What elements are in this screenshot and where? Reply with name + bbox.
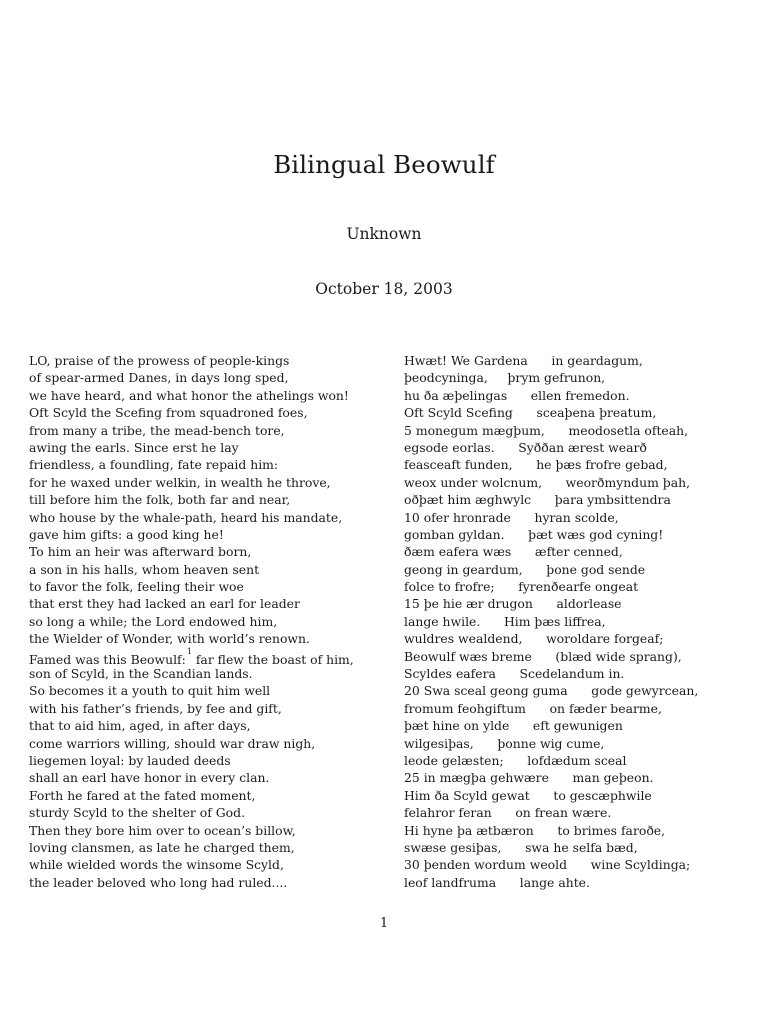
poem-line: for he waxed under welkin, in wealth he throve, — [29, 474, 331, 490]
document-date: October 18, 2003 — [315, 280, 453, 298]
footnote-marker[interactable]: 1 — [186, 646, 192, 656]
poem-line: folce to frofre; fyrenðearfe ongeat — [404, 579, 639, 595]
poem-line: a son in his halls, whom heaven sent — [29, 561, 260, 577]
document-title: Bilingual Beowulf — [273, 150, 495, 179]
poem-line: 10 ofer hronrade hyran scolde, — [404, 509, 619, 525]
poem-line: 15 þe hie ær drugon aldorlease — [404, 596, 622, 612]
poem-line: oðþæt him æghwylc þara ymbsittendra — [404, 492, 671, 508]
poem-line: so long a while; the Lord endowed him, — [29, 613, 278, 629]
poem-line: swæse gesiþas, swa he selfa bæd, — [404, 839, 638, 855]
poem-line: 20 Swa sceal geong guma gode gewyrcean, — [404, 683, 699, 699]
poem-line: Scyldes eafera Scedelandum in. — [404, 666, 625, 682]
poem-line-with-footnote — [29, 648, 379, 665]
poem-line: þeodcyninga, þrym gefrunon, — [404, 370, 606, 386]
poem-line: friendless, a foundling, fate repaid him: — [29, 457, 279, 473]
poem-line: Him ða Scyld gewat to gescæphwile — [404, 787, 652, 803]
poem-line: from many a tribe, the mead-bench tore, — [29, 422, 285, 438]
poem-line: egsode eorlas. Syððan ærest wearð — [404, 439, 647, 455]
poem-line: Forth he fared at the fated moment, — [29, 787, 256, 803]
poem-line: LO, praise of the prowess of people-kings — [29, 353, 290, 368]
poem-line: Beowulf wæs breme (blæd wide sprang), — [404, 648, 682, 664]
poem-line: wilgesiþas, þonne wig cume, — [404, 735, 605, 751]
poem-line: þæt hine on ylde eft gewunigen — [404, 718, 623, 734]
poem-line: Hwæt! We Gardena in geardagum, — [404, 353, 643, 368]
poem-line: that to aid him, aged, in after days, — [29, 718, 251, 734]
poem-line: shall an earl have honor in every clan. — [29, 770, 270, 786]
poem-line: come warriors willing, should war draw nigh, — [29, 735, 316, 751]
poem-line: gomban gyldan. þæt wæs god cyning! — [404, 526, 664, 542]
poem-line: the Wielder of Wonder, with world’s renown. — [29, 631, 310, 647]
poem-line: lange hwile. Him þæs liffrea, — [404, 613, 606, 629]
poem-line: liegemen loyal: by lauded deeds — [29, 752, 231, 768]
poem-line: weox under wolcnum, weorðmyndum þah, — [404, 474, 691, 490]
poem-line: till before him the folk, both far and near, — [29, 492, 291, 508]
poem-line-text: Famed was this Beowulf: — [29, 651, 186, 667]
poem-line: who house by the whale-path, heard his mandate, — [29, 509, 343, 525]
poem-line: son of Scyld, in the Scandian lands. — [29, 666, 253, 682]
poem-line: To him an heir was afterward born, — [29, 544, 252, 560]
poem-line: Hi hyne þa ætbæron to brimes faroðe, — [404, 822, 666, 838]
old-english-column — [404, 352, 744, 891]
poem-line: we have heard, and what honor the athelings won! — [29, 387, 349, 403]
poem-line: hu ða æþelingas ellen fremedon. — [404, 387, 630, 403]
poem-line: of spear-armed Danes, in days long sped, — [29, 370, 289, 386]
poem-line: to favor the folk, feeling their woe — [29, 579, 244, 595]
modern-english-column — [29, 352, 379, 891]
poem-line: loving clansmen, as late he charged them, — [29, 839, 295, 855]
poem-line: felahror feran on frean wære. — [404, 805, 612, 821]
poem-line: while wielded words the winsome Scyld, — [29, 857, 284, 873]
poem-line: 5 monegum mægþum, meodosetla ofteah, — [404, 422, 689, 438]
poem-line: ðæm eafera wæs æfter cenned, — [404, 544, 623, 560]
poem-line-continuation: far flew the boast of him, — [191, 651, 354, 667]
poem-line: with his father’s friends, by fee and gift, — [29, 700, 282, 716]
poem-line: Then they bore him over to ocean’s billow, — [29, 822, 296, 838]
poem-line: the leader beloved who long had ruled.... — [29, 874, 288, 890]
poem-line: that erst they had lacked an earl for leader — [29, 596, 300, 612]
page-number: 1 — [379, 916, 389, 931]
poem-line: Oft Scyld Scefing sceaþena þreatum, — [404, 405, 657, 421]
poem-line: Oft Scyld the Scefing from squadroned foes, — [29, 405, 308, 421]
poem-line: So becomes it a youth to quit him well — [29, 683, 271, 699]
poem-line: feasceaft funden, he þæs frofre gebad, — [404, 457, 668, 473]
poem-line: 30 þenden wordum weold wine Scyldinga; — [404, 857, 691, 873]
poem-line: fromum feohgiftum on fæder bearme, — [404, 700, 662, 716]
poem-line: sturdy Scyld to the shelter of God. — [29, 805, 246, 821]
poem-line: awing the earls. Since erst he lay — [29, 439, 239, 455]
poem-line: leode gelæsten; lofdædum sceal — [404, 752, 627, 768]
poem-line: 25 in mægþa gehwære man geþeon. — [404, 770, 654, 786]
poem-line: wuldres wealdend, woroldare forgeaf; — [404, 631, 664, 647]
document-author: Unknown — [346, 225, 422, 243]
poem-line: leof landfruma lange ahte. — [404, 874, 590, 890]
poem-line: gave him gifts: a good king he! — [29, 526, 224, 542]
poem-line: geong in geardum, þone god sende — [404, 561, 646, 577]
